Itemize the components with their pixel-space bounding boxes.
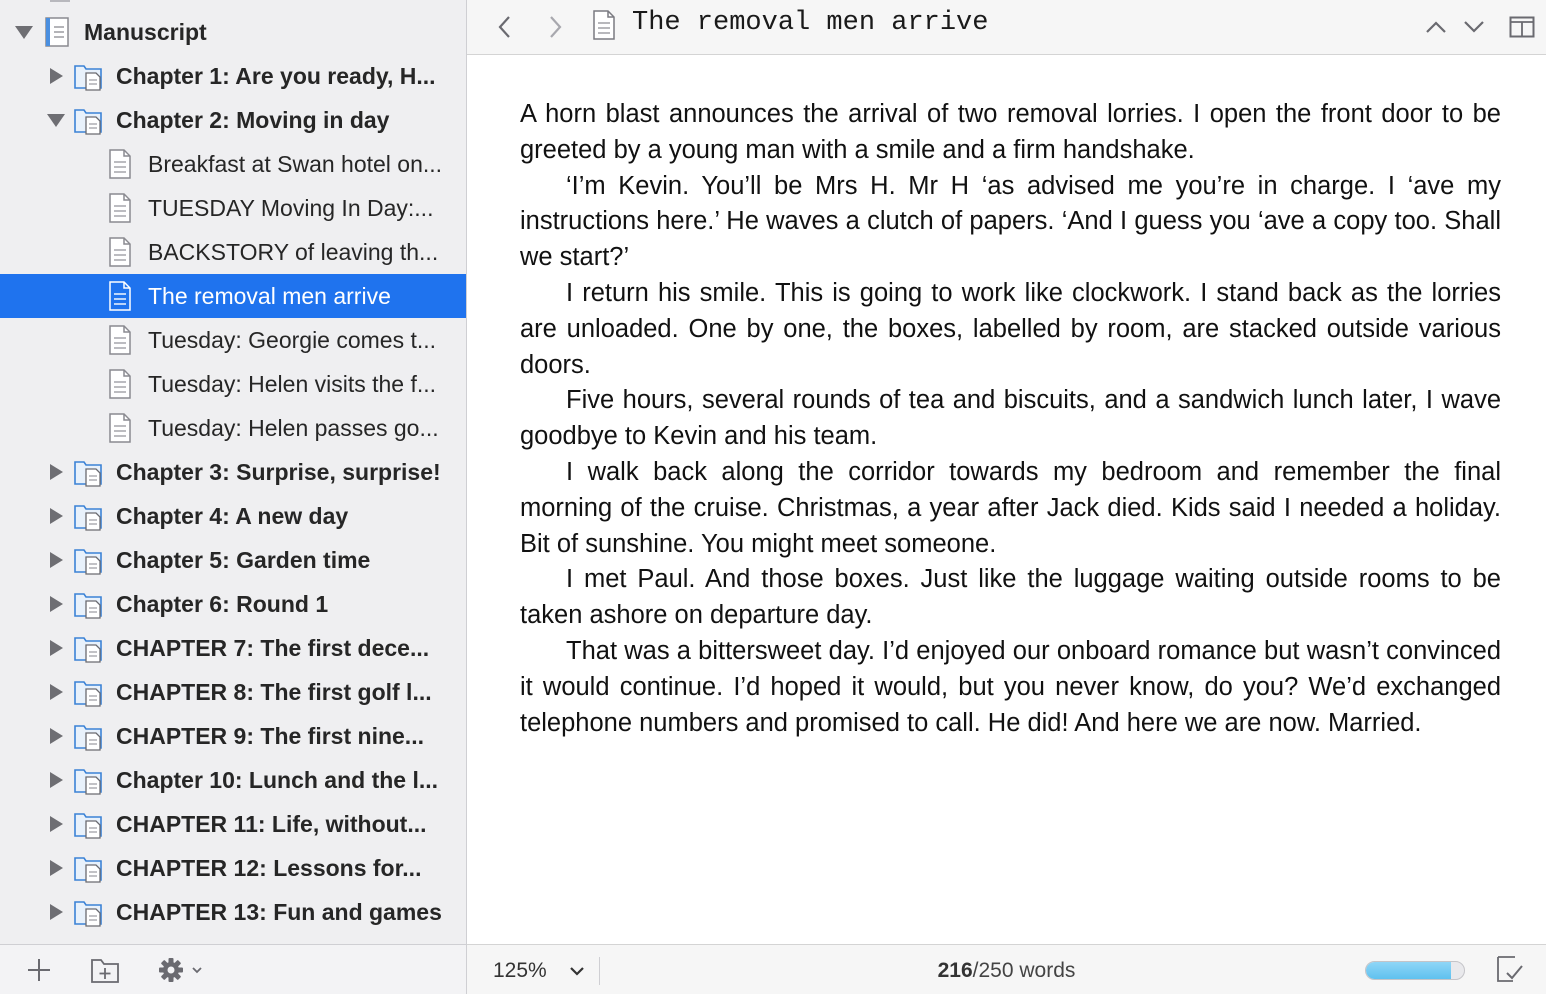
binder-item-label: CHAPTER 7: The first dece... <box>116 634 430 661</box>
binder-item-label: CHAPTER 11: Life, without... <box>116 810 427 837</box>
binder-root-label: Manuscript <box>84 18 207 45</box>
disclosure-triangle-icon[interactable] <box>47 639 65 657</box>
binder-document-item[interactable] <box>0 318 466 362</box>
folder-icon <box>74 676 104 708</box>
chevron-down-icon[interactable] <box>1459 12 1489 42</box>
binder-folder-item[interactable] <box>0 538 466 582</box>
binder-item-label: Chapter 3: Surprise, surprise! <box>116 458 441 485</box>
editor-header <box>467 0 1546 55</box>
binder-item-label: CHAPTER 12: Lessons for... <box>116 854 422 881</box>
binder-item-label: Chapter 6: Round 1 <box>116 590 329 617</box>
folder-icon <box>74 720 104 752</box>
paragraph[interactable]: I met Paul. And those boxes. Just like the luggage waiting outside rooms to be taken ashore on departure day. <box>520 565 1501 630</box>
document-icon <box>105 368 135 400</box>
binder-item-label: Chapter 5: Garden time <box>116 546 371 573</box>
folder-icon <box>74 632 104 664</box>
disclosure-triangle-icon[interactable] <box>47 903 65 921</box>
binder-item-label: Chapter 10: Lunch and the l... <box>116 766 439 793</box>
binder-folder-item[interactable] <box>0 582 466 626</box>
binder-folder-item[interactable] <box>0 714 466 758</box>
paragraph[interactable]: A horn blast announces the arrival of two removal lorries. I open the front door to be greeted by a young man with a smile and a firm handshake. <box>520 100 1501 164</box>
binder-item-label: The removal men arrive <box>148 282 391 309</box>
disclosure-triangle-icon[interactable] <box>47 727 65 745</box>
chevron-right-icon[interactable] <box>540 12 570 42</box>
chevron-left-icon[interactable] <box>490 12 520 42</box>
document-icon <box>105 236 135 268</box>
disclosure-triangle-icon[interactable] <box>47 595 65 613</box>
disclosure-triangle-icon[interactable] <box>47 463 65 481</box>
disclosure-triangle-icon[interactable] <box>47 815 65 833</box>
disclosure-triangle-icon[interactable] <box>47 771 65 789</box>
folder-icon <box>74 544 104 576</box>
binder-root-manuscript[interactable] <box>0 10 466 54</box>
disclosure-triangle-icon[interactable] <box>47 683 65 701</box>
document-icon <box>105 280 135 312</box>
chevron-up-icon[interactable] <box>1421 12 1451 42</box>
folder-icon <box>74 60 104 92</box>
binder-item-label: Breakfast at Swan hotel on... <box>148 150 443 177</box>
split-view-icon[interactable] <box>1507 12 1537 42</box>
binder-item-label: Chapter 4: A new day <box>116 502 349 529</box>
document-icon <box>105 192 135 224</box>
binder-item-label: CHAPTER 13: Fun and games <box>116 898 442 925</box>
target-progress-bar <box>1365 961 1465 980</box>
document-icon <box>105 412 135 444</box>
binder-item-label: CHAPTER 8: The first golf l... <box>116 678 432 705</box>
zoom-value: 125% <box>493 959 547 982</box>
manuscript-icon <box>42 16 72 48</box>
folder-icon <box>74 588 104 620</box>
disclosure-triangle-icon[interactable] <box>47 859 65 877</box>
binder-document-item[interactable] <box>0 230 466 274</box>
paragraph[interactable]: I return his smile. This is going to work like clockwork. I stand back as the lorries are unloaded. One by one, the boxes, labelled by room, are stacked outside various doors. <box>520 278 1501 379</box>
binder-item-label: Tuesday: Helen visits the f... <box>148 370 437 397</box>
folder-icon <box>74 852 104 884</box>
document-icon <box>105 324 135 356</box>
paragraph[interactable]: ‘I’m Kevin. You’ll be Mrs H. Mr H ‘as advised me you’re in charge. I ‘ave my instructions here.’ He waves a clutch of papers. ‘And I guess you ‘ave a copy too. Shall we start?’ <box>520 171 1501 272</box>
disclosure-triangle-icon[interactable] <box>47 551 65 569</box>
binder-folder-item[interactable] <box>0 494 466 538</box>
disclosure-triangle-icon[interactable] <box>15 23 33 41</box>
folder-icon <box>74 896 104 928</box>
folder-icon <box>74 808 104 840</box>
binder-document-item[interactable] <box>0 274 466 318</box>
binder-item-label: CHAPTER 9: The first nine... <box>116 722 424 749</box>
binder-folder-item[interactable] <box>0 846 466 890</box>
binder-document-item[interactable] <box>0 142 466 186</box>
document-icon <box>105 148 135 180</box>
binder-folder-item[interactable] <box>0 626 466 670</box>
binder-footer <box>0 944 467 994</box>
binder-folder-item[interactable] <box>0 670 466 714</box>
binder-folder-item[interactable] <box>0 98 466 142</box>
binder-folder-item[interactable] <box>0 450 466 494</box>
binder-folder-item[interactable] <box>0 758 466 802</box>
folder-icon <box>74 764 104 796</box>
binder-folder-item[interactable] <box>0 54 466 98</box>
editor-footer <box>467 944 1546 994</box>
paragraph[interactable]: Five hours, several rounds of tea and biscuits, and a sandwich lunch later, I wave goodbye to Kevin and his team. <box>520 386 1501 451</box>
binder-item-label: Tuesday: Georgie comes t... <box>148 326 437 353</box>
binder-item-label: Chapter 1: Are you ready, H... <box>116 62 436 89</box>
plus-icon[interactable] <box>26 956 52 984</box>
binder-item-label: Tuesday: Helen passes go... <box>148 414 439 441</box>
binder-item-label: BACKSTORY of leaving th... <box>148 238 439 265</box>
disclosure-triangle-icon[interactable] <box>47 507 65 525</box>
document-title: The removal men arrive <box>632 8 989 38</box>
word-count-value: 216 <box>937 959 973 982</box>
document-icon <box>589 10 619 40</box>
progress-fill <box>1366 962 1451 979</box>
document-text[interactable] <box>520 97 1501 741</box>
disclosure-triangle-icon[interactable] <box>47 67 65 85</box>
scroll-edge <box>50 0 70 2</box>
gear-icon[interactable] <box>157 956 205 984</box>
binder-folder-item[interactable] <box>0 890 466 934</box>
folder-icon <box>74 500 104 532</box>
word-target: /250 words <box>972 959 1076 982</box>
disclosure-triangle-icon[interactable] <box>47 111 65 129</box>
binder-document-item[interactable] <box>0 362 466 406</box>
binder-item-label: TUESDAY Moving In Day:... <box>148 194 434 221</box>
editor-text-area[interactable] <box>467 56 1546 944</box>
paragraph[interactable]: That was a bittersweet day. I’d enjoyed our onboard romance but wasn’t convinced it would continue. I’d hoped it would, but you never know, do you? We’d exchanged telephone numbers and promised to call. He did! And here we are now. Married. <box>520 636 1501 737</box>
binder-document-item[interactable] <box>0 406 466 450</box>
add-folder-icon[interactable] <box>90 956 120 984</box>
binder-document-item[interactable] <box>0 186 466 230</box>
folder-icon <box>74 456 104 488</box>
checklist-icon[interactable] <box>1495 954 1525 984</box>
paragraph[interactable]: I walk back along the corridor towards my bedroom and remember the final morning of the cruise. Christmas, a year after Jack died. Kids said I needed a holiday. Bit of sunshine. You might meet someone. <box>520 457 1501 558</box>
folder-icon <box>74 104 104 136</box>
binder-sidebar <box>0 0 467 944</box>
binder-folder-item[interactable] <box>0 802 466 846</box>
binder-item-label: Chapter 2: Moving in day <box>116 106 390 133</box>
